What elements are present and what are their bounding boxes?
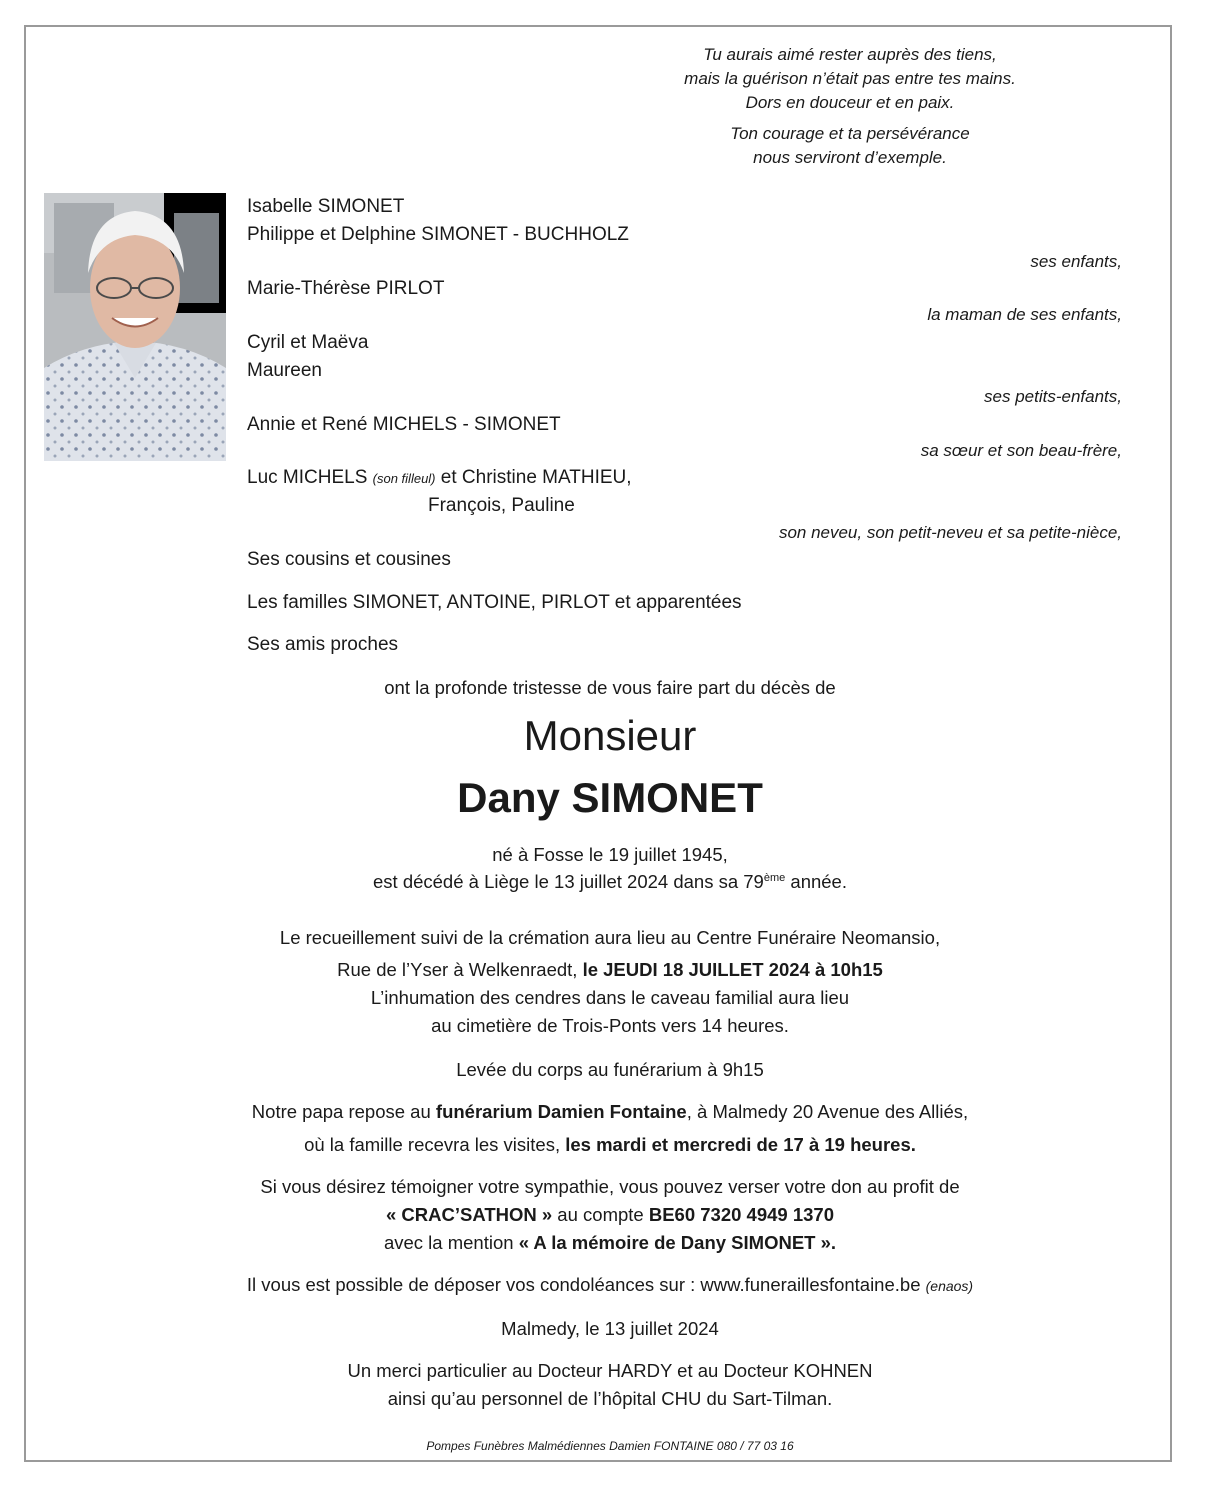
funeral-home: funérarium Damien Fontaine <box>435 1101 687 1122</box>
death-line <box>0 871 1220 893</box>
visit-text: Notre papa repose au <box>251 1101 436 1122</box>
deceased-portrait <box>44 193 226 461</box>
bank-account: BE60 7320 4949 1370 <box>648 1204 835 1225</box>
ordinal-suffix: ème <box>763 871 786 884</box>
deceased-name: Dany SIMONET <box>457 774 763 821</box>
relation-label: son neveu, son petit-neveu et sa petite-nièce, <box>778 523 1122 542</box>
condolences-line <box>0 1274 1220 1296</box>
relation-label: sa sœur et son beau-frère, <box>920 441 1122 460</box>
birth-line: né à Fosse le 19 juillet 1945, <box>492 844 728 865</box>
family-line: Ses amis proches <box>247 634 399 655</box>
condolences-note: (enaos) <box>925 1278 974 1294</box>
visit-hours: les mardi et mercredi de 17 à 19 heures. <box>565 1134 916 1155</box>
family-line: Cyril et Maëva <box>247 332 369 353</box>
thanks-line: ainsi qu’au personnel de l’hôpital CHU du Sart-Tilman. <box>387 1388 833 1409</box>
ceremony-date: le JEUDI 18 JUILLET 2024 à 10h15 <box>582 959 883 980</box>
godson-note: (son filleul) <box>372 471 436 486</box>
ceremony-line: au cimetière de Trois-Ponts vers 14 heures. <box>431 1015 789 1036</box>
thanks-line: Un merci particulier au Docteur HARDY et au Docteur KOHNEN <box>347 1360 873 1381</box>
poem-line: mais la guérison n’était pas entre tes mains. <box>684 69 1016 88</box>
donation-mention: « A la mémoire de Dany SIMONET ». <box>518 1232 837 1253</box>
ceremony-line: Le recueillement suivi de la crémation aura lieu au Centre Funéraire Neomansio, <box>279 927 941 948</box>
place-date: Malmedy, le 13 juillet 2024 <box>501 1318 719 1339</box>
visit-line <box>0 1101 1220 1123</box>
ceremony-line <box>0 959 1220 981</box>
poem-stanza-1 <box>600 43 1100 115</box>
donation-text: avec la mention <box>383 1232 519 1253</box>
levee-line: Levée du corps au funérarium à 9h15 <box>456 1059 764 1080</box>
undertaker-footer: Pompes Funèbres Malmédiennes Damien FONTAINE 080 / 77 03 16 <box>426 1439 794 1453</box>
honorific: Monsieur <box>523 712 697 759</box>
death-text: année. <box>785 871 847 892</box>
announcement: ont la profonde tristesse de vous faire part du décès de <box>384 677 836 698</box>
ceremony-text: Rue de l’Yser à Welkenraedt, <box>337 959 583 980</box>
donation-text: au compte <box>552 1204 649 1225</box>
family-name: Luc MICHELS <box>247 467 373 488</box>
family-line: Annie et René MICHELS - SIMONET <box>247 414 561 435</box>
donation-line <box>0 1232 1220 1254</box>
family-line <box>247 467 632 489</box>
poem-line: Tu aurais aimé rester auprès des tiens, <box>703 45 997 64</box>
donation-line <box>0 1204 1220 1226</box>
charity-name: « CRAC’SATHON » <box>385 1204 553 1225</box>
donation-line: Si vous désirez témoigner votre sympathie, vous pouvez verser votre don au profit de <box>260 1176 960 1197</box>
family-line: Ses cousins et cousines <box>247 549 451 570</box>
condolences-text: Il vous est possible de déposer vos condoléances sur : www.funeraillesfontaine.be <box>246 1274 926 1295</box>
family-name: et Christine MATHIEU, <box>435 467 632 488</box>
family-line: Marie-Thérèse PIRLOT <box>247 278 445 299</box>
relation-label: ses petits-enfants, <box>984 387 1122 406</box>
family-line: Philippe et Delphine SIMONET - BUCHHOLZ <box>247 224 629 245</box>
poem-line: Ton courage et ta persévérance <box>730 124 970 143</box>
relation-label: la maman de ses enfants, <box>927 305 1122 324</box>
visit-text: , à Malmedy 20 Avenue des Alliés, <box>686 1101 969 1122</box>
poem-stanza-2 <box>600 122 1100 170</box>
poem-line: nous serviront d’exemple. <box>753 148 947 167</box>
family-line: Isabelle SIMONET <box>247 196 405 217</box>
visit-line <box>0 1134 1220 1156</box>
family-line: François, Pauline <box>428 495 575 516</box>
family-line: Les familles SIMONET, ANTOINE, PIRLOT et apparentées <box>247 592 742 613</box>
visit-text: où la famille recevra les visites, <box>304 1134 566 1155</box>
relation-label: ses enfants, <box>1030 252 1122 271</box>
poem-line: Dors en douceur et en paix. <box>745 93 955 112</box>
family-line: Maureen <box>247 360 322 381</box>
death-text: est décédé à Liège le 13 juillet 2024 dans sa 79 <box>373 871 764 892</box>
ceremony-line: L’inhumation des cendres dans le caveau familial aura lieu <box>370 987 850 1008</box>
